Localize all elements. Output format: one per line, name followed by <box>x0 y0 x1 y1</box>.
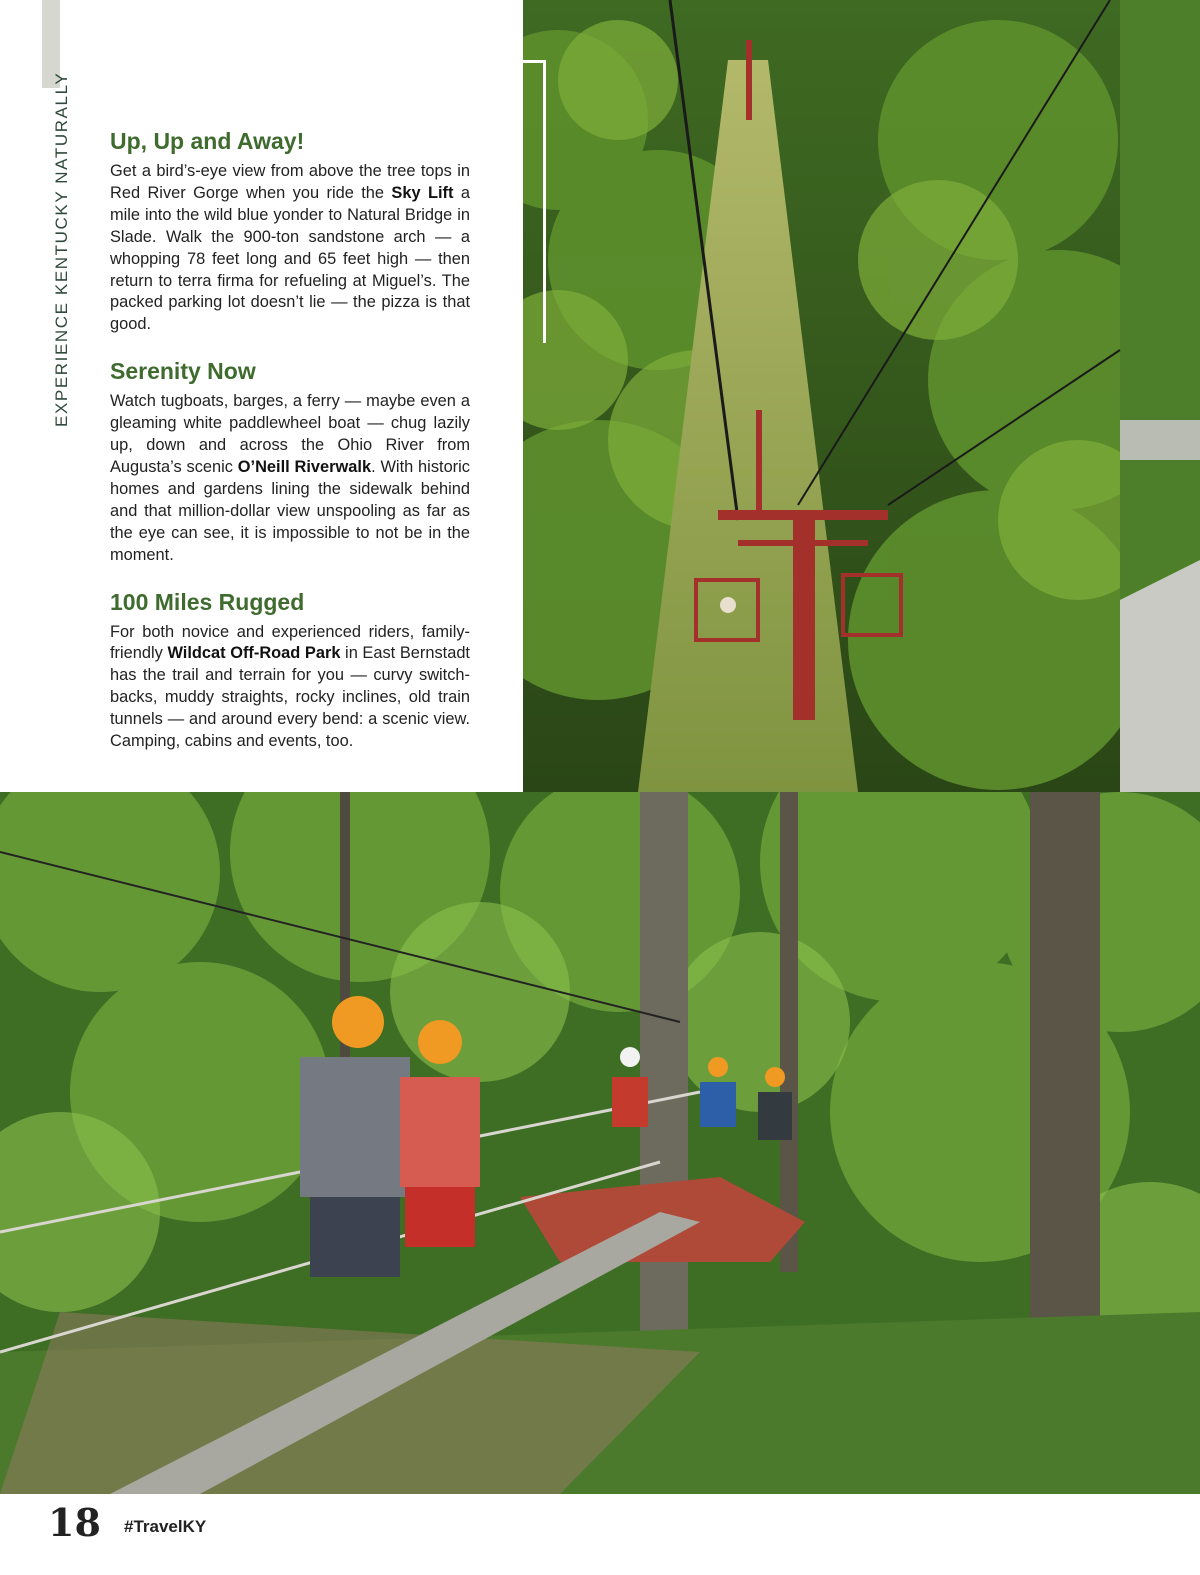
section-label: EXPERIENCE KENTUCKY NATURALLY <box>52 71 71 427</box>
article-column <box>110 128 470 775</box>
page-number: 18 <box>48 1500 101 1545</box>
frame-line <box>543 60 546 343</box>
chairlift-photo <box>438 0 1200 792</box>
frame-line <box>438 60 546 63</box>
place-name: Sky Lift <box>391 183 454 202</box>
section-body: Get a bird’s-eye view from above the tree tops in Red River Gorge when you ride the Sky Lift a mile into the wild blue yonder to Natural Bridge in Slade. Walk the 900-ton sandstone arch — a whopping 78 feet long and 65 feet high — then return to terra firma for refueling at Miguel’s. The packed parking lot doesn’t lie — the pizza is that good. <box>110 162 471 334</box>
section-heading: Up, Up and Away! <box>110 128 305 154</box>
place-name: Wildcat Off-Road Park <box>167 644 341 663</box>
section-heading: 100 Miles Rugged <box>110 588 305 615</box>
section-body: Watch tugboats, barges, a ferry — maybe even a gleaming white paddlewheel boat — chug lazily up, down and across the Ohio River from Augusta’s scenic O’Neill Riverwalk. With historic homes and gardens lining the sidewalk behind and that million-dollar view unspooling as far as the eye can see, it is impossible to not be in the moment. <box>110 392 470 564</box>
hashtag: #TravelKY <box>124 1517 207 1536</box>
place-name: O’Neill Riverwalk <box>237 457 372 476</box>
section-body: For both novice and experienced riders, family-friendly Wildcat Off-Road Park in East Bernstadt has the trail and terrain for you — curvy switch-backs, muddy straights, rocky inclines, old train tunnels — and around every bend: a scenic view. Camping, cabins and events, too. <box>110 622 470 751</box>
rope-bridge-photo <box>0 792 1200 1494</box>
section-heading: Serenity Now <box>110 358 256 385</box>
